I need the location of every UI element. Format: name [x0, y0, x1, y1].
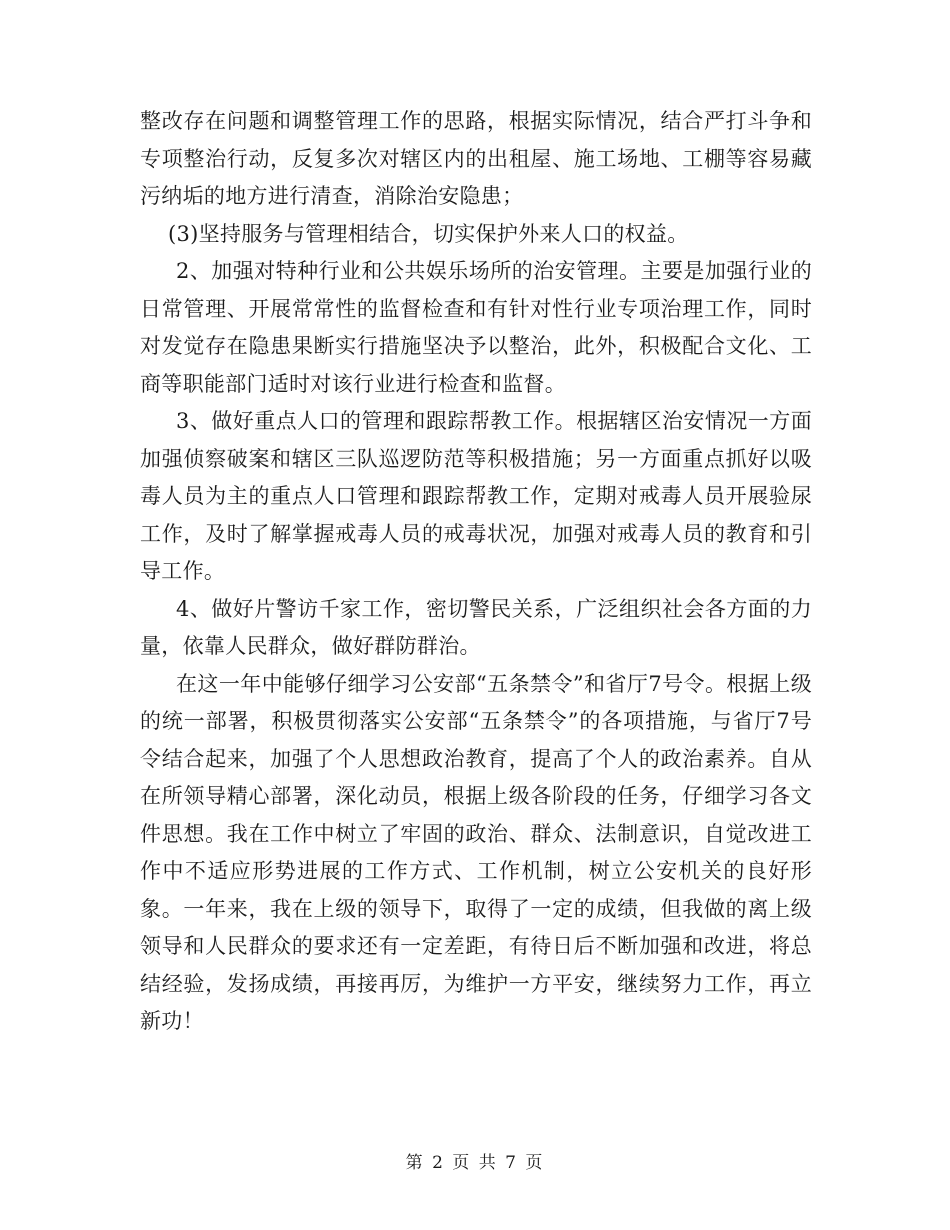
paragraph-item-2: 2、加强对特种行业和公共娱乐场所的治安管理。主要是加强行业的日常管理、开展常常性的监督检查和有针对性行业专项治理工作，同时对发觉存在隐患果断实行措施坚决予以整治，此外，积极配合文化、工商等职能部门适时对该行业进行检查和监督。 [140, 259, 812, 396]
page-number-footer: 第 2 页 共 7 页 [405, 1153, 545, 1173]
paragraph-summary: 在这一年中能够仔细学习公安部“五条禁令”和省厅7号令。根据上级的统一部署，积极贯彻落实公安部“五条禁令”的各项措施，与省厅7号令结合起来，加强了个人思想政治教育，提高了个人的政治素养。自从在所领导精心部署，深化动员，根据上级各阶段的任务，仔细学习各文件思想。我在工作中树立了牢固的政治、群众、法制意识，自觉改进工作中不适应形势进展的工作方式、工作机制，树立公安机关的良好形象。一年来，我在上级的领导下，取得了一定的成绩，但我做的离上级领导和人民群众的要求还有一定差距，有待日后不断加强和改进，将总结经验，发扬成绩，再接再厉，为维护一方平安，继续努力工作，再立新功！ [140, 671, 812, 1033]
paragraph-sub-item-3: (3)坚持服务与管理相结合，切实保护外来人口的权益。 [168, 221, 689, 246]
paragraph-continuation: 整改存在问题和调整管理工作的思路，根据实际情况，结合严打斗争和专项整治行动，反复多次对辖区内的出租屋、施工场地、工棚等容易藏污纳垢的地方进行清查，消除治安隐患； [140, 109, 812, 208]
paragraph-item-3: 3、做好重点人口的管理和跟踪帮教工作。根据辖区治安情况一方面加强侦察破案和辖区三队巡逻防范等积极措施；另一方面重点抓好以吸毒人员为主的重点人口管理和跟踪帮教工作，定期对戒毒人员开展验尿工作，及时了解掌握戒毒人员的戒毒状况，加强对戒毒人员的教育和引导工作。 [140, 409, 812, 583]
document-body [140, 103, 812, 1041]
paragraph-item-4: 4、做好片警访千家工作，密切警民关系，广泛组织社会各方面的力量，依靠人民群众，做好群防群治。 [140, 596, 812, 658]
